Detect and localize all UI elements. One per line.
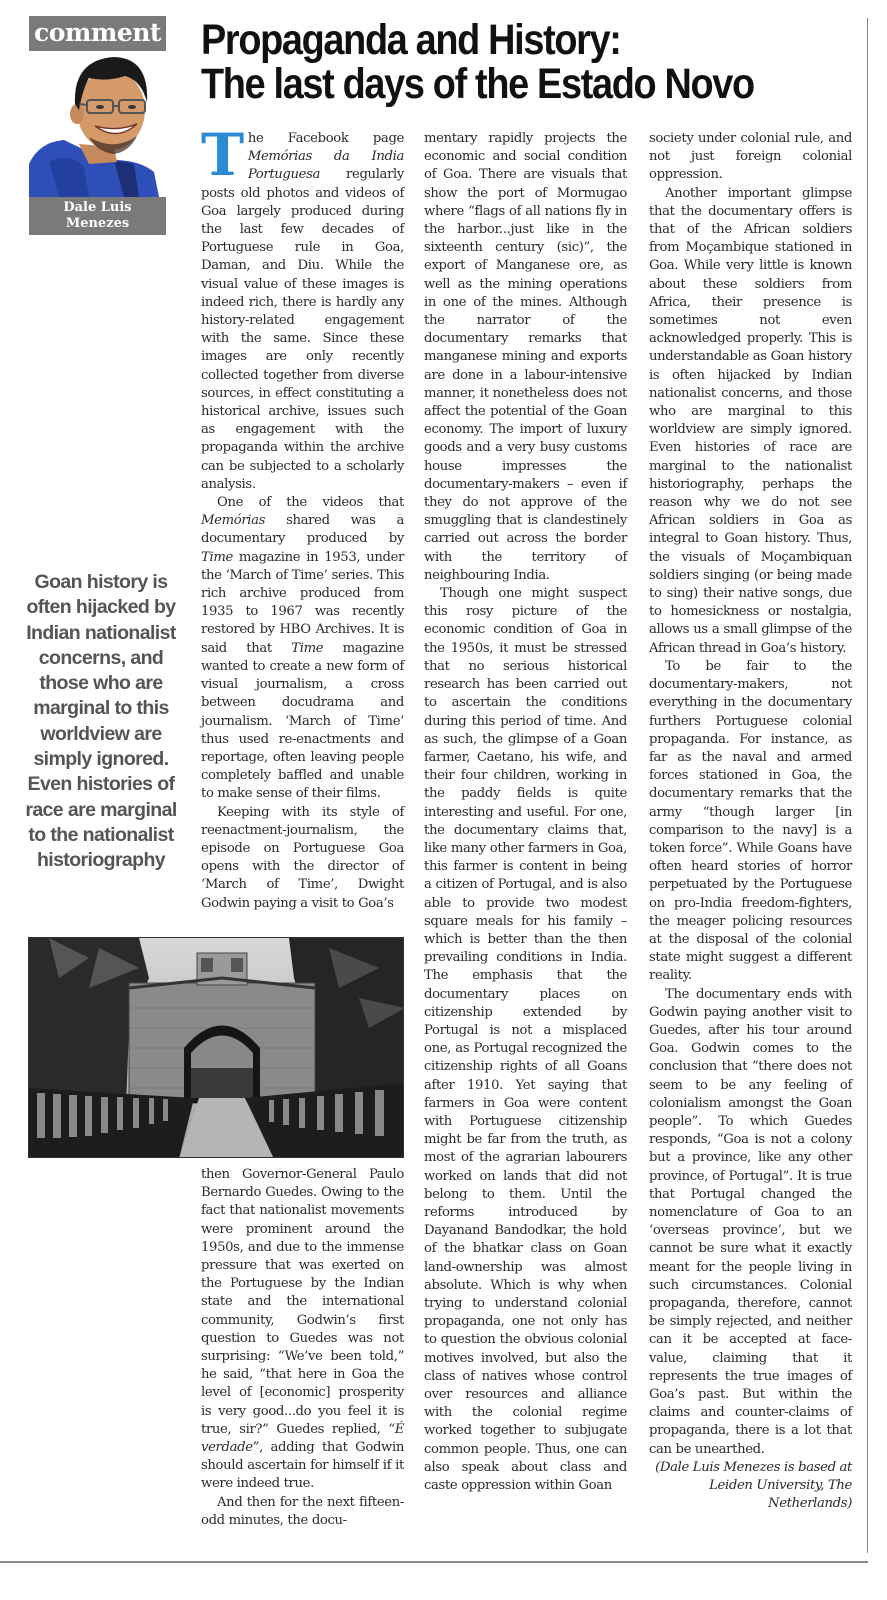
paragraph-4-continued: mentary rapidly projects the economic and social condition of Goa. There are visuals that show the port of Mormugao where “flags of all nations fly in the harbor...just like in the sixteenth century (sic)”, the export of Manganese ore, as well as the mining operations in one of the mines. Although the narrator of the documentary remarks that manganese mining and exports are done in a labour-intensive manner, it nonetheless does not affect the potential of the Goan economy. The import of luxury goods and a very busy customs house impresses the documentary-makers – even if they do not approve of the smuggling that is clandestinely carried out across the border with the territory of neighbouring India. <box>424 131 627 583</box>
paragraph-5-continued: society under colonial rule, and not just foreign colonial oppression. <box>649 131 852 183</box>
article-headline <box>201 18 782 106</box>
paragraph-5: Though one might suspect this rosy picture of the economic condition of Goa in the 1950s, it must be stressed that no serious historical research has been carried out to ascertain the conditions during this period of time. And as such, the glimpse of a Goan farmer, Caetano, his wife, and their four children, working in the paddy fields is quite interesting and useful. For one, the documentary claims that, like many other farmers in Goa, this farmer is content in being a citizen of Portugal, and is also able to provide two modest square meals for his family – which is better than the then prevailing conditions in India. The emphasis that the documentary places on citizenship extended by Portugal is not a misplaced one, as Portugal recognized the citizenship rights of all Goans after 1910. Yet saying that farmers in Goa were content with Portuguese citizenship might be far from the truth, as most of the agrarian labourers worked on lands that did not belong to them. Until the reforms introduced by Dayanand Bandodkar, the hold of the bhatkar class on Goan land-ownership was almost absolute. Which is why when trying to understand colonial propaganda, one not only has to question the obvious colonial motives involved, but also the class of natives whose control over resources and alliance with the colonial regime worked together to subjugate common people. Thus, one can also speak about class and caste oppression within Goan <box>424 586 627 1494</box>
gateway-soldiers-photo-icon <box>29 938 404 1158</box>
author-portrait-icon <box>29 52 166 197</box>
archival-photo <box>28 937 404 1158</box>
author-name-line2: Menezes <box>65 216 130 231</box>
pull-quote: Goan history is often hijacked by Indian nationalist concerns, and those who are marginal to this worldview are simply ignored. Even histories of race are marginal to the nationalist historiography <box>25 571 177 872</box>
author-byline <box>29 197 166 235</box>
headline-line1: Propaganda and History: <box>201 16 621 64</box>
paragraph-2: One of the videos that Memórias shared was a documentary produced by Time magazine in 1953, under the ‘March of Time’ series. This rich archive produced from 1935 to 1967 was recently restored by HBO Archives. It is said that Time magazine wanted to create a new form of visual journalism, a cross between docudrama and journalism. ‘March of Time’ thus used re-enactments and reportage, often leaving people completely baffled and unable to make sense of their films. <box>201 495 404 802</box>
paragraph-3-continued: then Governor-General Paulo Bernardo Guedes. Owing to the fact that nationalist movements were prominent around the 1950s, and due to the immense pressure that was exerted on the Portuguese by the Indian state and the international community, Godwin’s first question to Guedes was not surprising: “We’ve been told,” he said, “that here in Goa the level of [economic] prosperity is very good...do you feel it is true, sir?” Guedes replied, “É verdade”, adding that Godwin should ascertain for himself if it were indeed true. <box>201 1167 404 1492</box>
author-credit: (Dale Luis Menezes is based at Leiden University, The Netherlands) <box>655 1459 852 1512</box>
paragraph-7: To be fair to the documentary-makers, not everything in the documentary furthers Portuguese colonial propaganda. For instance, as far as the naval and armed forces stationed in Goa, the documentary remarks that the army “though larger [in comparison to the navy] is a token force”. While Goans have often heard stories of horror perpetuated by the Portuguese on pro-India freedom-fighters, the meager policing resources at the disposal of the colonial state might suggest a different reality. <box>649 658 852 984</box>
author-caricature <box>29 52 166 197</box>
author-name-line1: Dale Luis <box>63 200 132 215</box>
article-column-1-continued <box>201 1166 404 1530</box>
article-column-2 <box>424 130 627 1495</box>
paragraph-8: The documentary ends with Godwin paying another visit to Guedes, after his tour around Goa. Godwin comes to the conclusion that “there does not seem to be any feeling of colonialism amongst the Goan people”. To which Guedes responds, “Goa is not a colony but a province, like any other province, of Portugal”. It is true that Portugal changed the nomenclature of Goa to an ‘overseas province’, but we cannot be sure what it exactly meant for the people living in such circumstances. Colonial propaganda, therefore, cannot be simply rejected, and neither can it be accepted at face-value, claiming that it represents the true images of Goa’s past. But within the claims and counter-claims of propaganda, there is a lot that can be unearthed. <box>649 986 852 1457</box>
paragraph-3: Keeping with its style of reenactment-journalism, the episode on Portuguese Goa opens with the director of ‘March of Time’, Dwight Godwin paying a visit to Goa’s <box>201 804 404 911</box>
column-divider-right <box>867 18 868 1553</box>
paragraph-1: The Facebook page Memórias da India Portuguesa regularly posts old photos and videos of Goa largely produced during the last few decades of Portuguese rule in Goa, Daman, and Diu. While the visual value of these images is indeed rich, there is hardly any history-related engagement with the same. Since these images are only recently collected together from diverse sources, in effect constituting a historical archive, issues such as engagement with the propaganda within the archive can be subjected to a scholarly analysis. <box>201 121 404 492</box>
article-column-3 <box>649 130 852 1513</box>
drop-cap: T <box>201 121 244 189</box>
headline-line2: The last days of the Estado Novo <box>201 60 754 108</box>
bottom-divider <box>0 1561 868 1563</box>
article-column-1 <box>201 121 404 913</box>
paragraph-4-start: And then for the next fifteen-odd minutes, the docu- <box>201 1494 404 1528</box>
section-tag: comment <box>29 16 166 51</box>
paragraph-6: Another important glimpse that the documentary offers is that of the African soldiers from Moçambique stationed in Goa. While very little is known about these soldiers from Africa, their presence is sometimes not even acknowledged properly. This is understandable as Goan history is often hijacked by Indian nationalist concerns, and those who are marginal to this worldview are simply ignored. Even histories of race are marginal to the nationalist historiography, perhaps the reason why we do not see African soldiers in Goa as integral to Goan history. Thus, the visuals of Moçambiquan soldiers singing (or being made to sing) their native songs, due to homesickness or nostalgia, allows us a small glimpse of the African thread in Goa’s history. <box>649 185 852 656</box>
